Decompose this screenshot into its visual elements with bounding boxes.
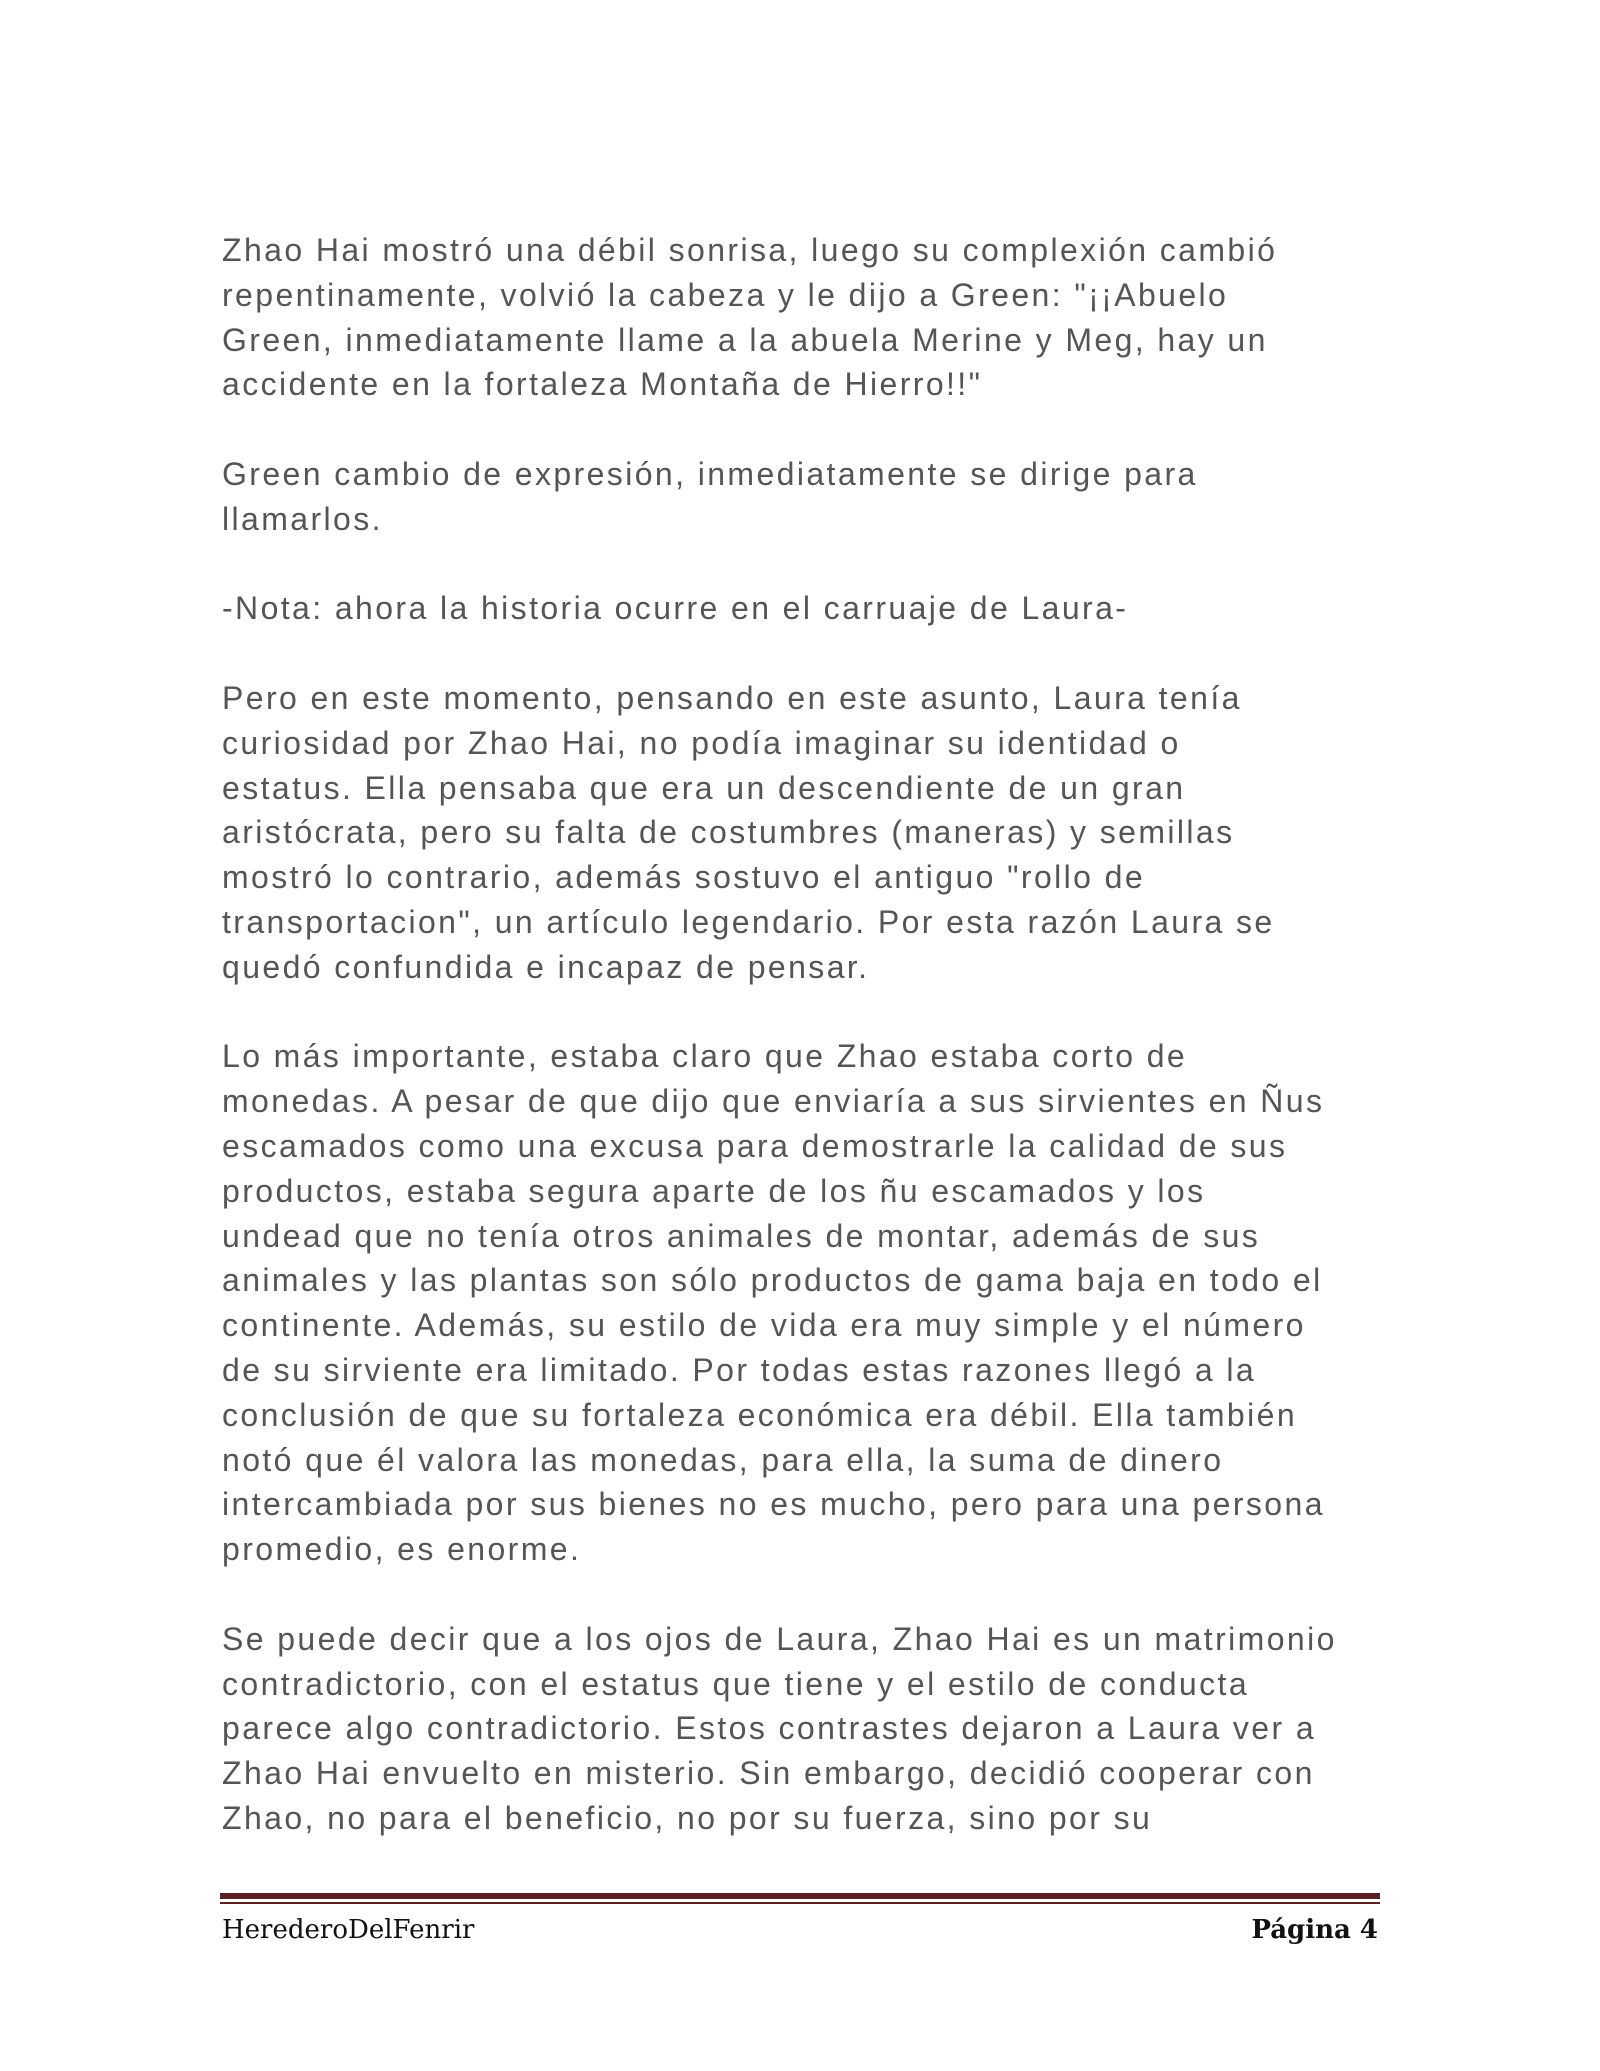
text-line: Green, inmediatamente llame a la abuela Merine y Meg, hay un [222, 321, 1268, 358]
text-line: promedio, es enorme. [222, 1531, 582, 1568]
text-line: accidente en la fortaleza Montaña de Hierro!!" [222, 366, 983, 403]
paragraph [222, 1034, 1382, 1572]
text-line: notó que él valora las monedas, para ella, la suma de dinero [222, 1441, 1224, 1478]
text-line: Lo más importante, estaba claro que Zhao estaba corto de [222, 1038, 1188, 1075]
text-line: transportacion", un artículo legendario. Por esta razón Laura se [222, 903, 1275, 940]
text-line: animales y las plantas son sólo productos de gama baja en todo el [222, 1262, 1323, 1299]
text-line: undead que no tenía otros animales de montar, además de sus [222, 1217, 1261, 1254]
text-line: Se puede decir que a los ojos de Laura, Zhao Hai es un matrimonio [222, 1620, 1337, 1657]
text-line: repentinamente, volvió la cabeza y le dijo a Green: "¡¡Abuelo [222, 276, 1229, 313]
text-line: curiosidad por Zhao Hai, no podía imaginar su identidad o [222, 724, 1181, 761]
footer-page-number: Página 4 [1251, 1915, 1378, 1945]
footer-rule-thick [220, 1893, 1380, 1899]
text-line: parece algo contradictorio. Estos contrastes dejaron a Laura ver a [222, 1710, 1317, 1747]
text-line: mostró lo contrario, además sostuvo el antiguo "rollo de [222, 859, 1146, 896]
text-line: escamados como una excusa para demostrarle la calidad de sus [222, 1127, 1288, 1164]
footer-rule-thin [220, 1902, 1380, 1904]
text-line: Zhao Hai mostró una débil sonrisa, luego su complexión cambió [222, 232, 1278, 268]
paragraph [222, 1617, 1382, 1841]
text-line: intercambiada por sus bienes no es mucho, pero para una persona [222, 1486, 1325, 1523]
body-text [222, 228, 1382, 1885]
text-line: quedó confundida e incapaz de pensar. [222, 948, 870, 985]
text-line: conclusión de que su fortaleza económica era débil. Ella también [222, 1396, 1298, 1433]
text-line: aristócrata, pero su falta de costumbres (maneras) y semillas [222, 814, 1235, 851]
text-line: de su sirviente era limitado. Por todas estas razones llegó a la [222, 1351, 1257, 1388]
text-line: Green cambio de expresión, inmediatamente se dirige para [222, 455, 1198, 492]
text-line: Pero en este momento, pensando en este asunto, Laura tenía [222, 679, 1242, 716]
text-line: contradictorio, con el estatus que tiene y el estilo de conducta [222, 1665, 1250, 1702]
text-line: productos, estaba segura aparte de los ñu escamados y los [222, 1172, 1206, 1209]
footer-author: HerederoDelFenrir [222, 1915, 475, 1945]
text-line: monedas. A pesar de que dijo que enviaría a sus sirvientes en Ñus [222, 1083, 1325, 1120]
paragraph [222, 452, 1382, 542]
text-line: Zhao Hai envuelto en misterio. Sin embargo, decidió cooperar con [222, 1755, 1315, 1792]
paragraph [222, 586, 1382, 631]
text-line: estatus. Ella pensaba que era un descendiente de un gran [222, 769, 1186, 806]
text-line: llamarlos. [222, 500, 383, 537]
text-line: Zhao, no para el beneficio, no por su fuerza, sino por su [222, 1799, 1153, 1836]
text-line: -Nota: ahora la historia ocurre en el carruaje de Laura- [222, 590, 1129, 627]
text-line: continente. Además, su estilo de vida era muy simple y el número [222, 1307, 1306, 1344]
paragraph [222, 676, 1382, 990]
paragraph [222, 228, 1382, 407]
